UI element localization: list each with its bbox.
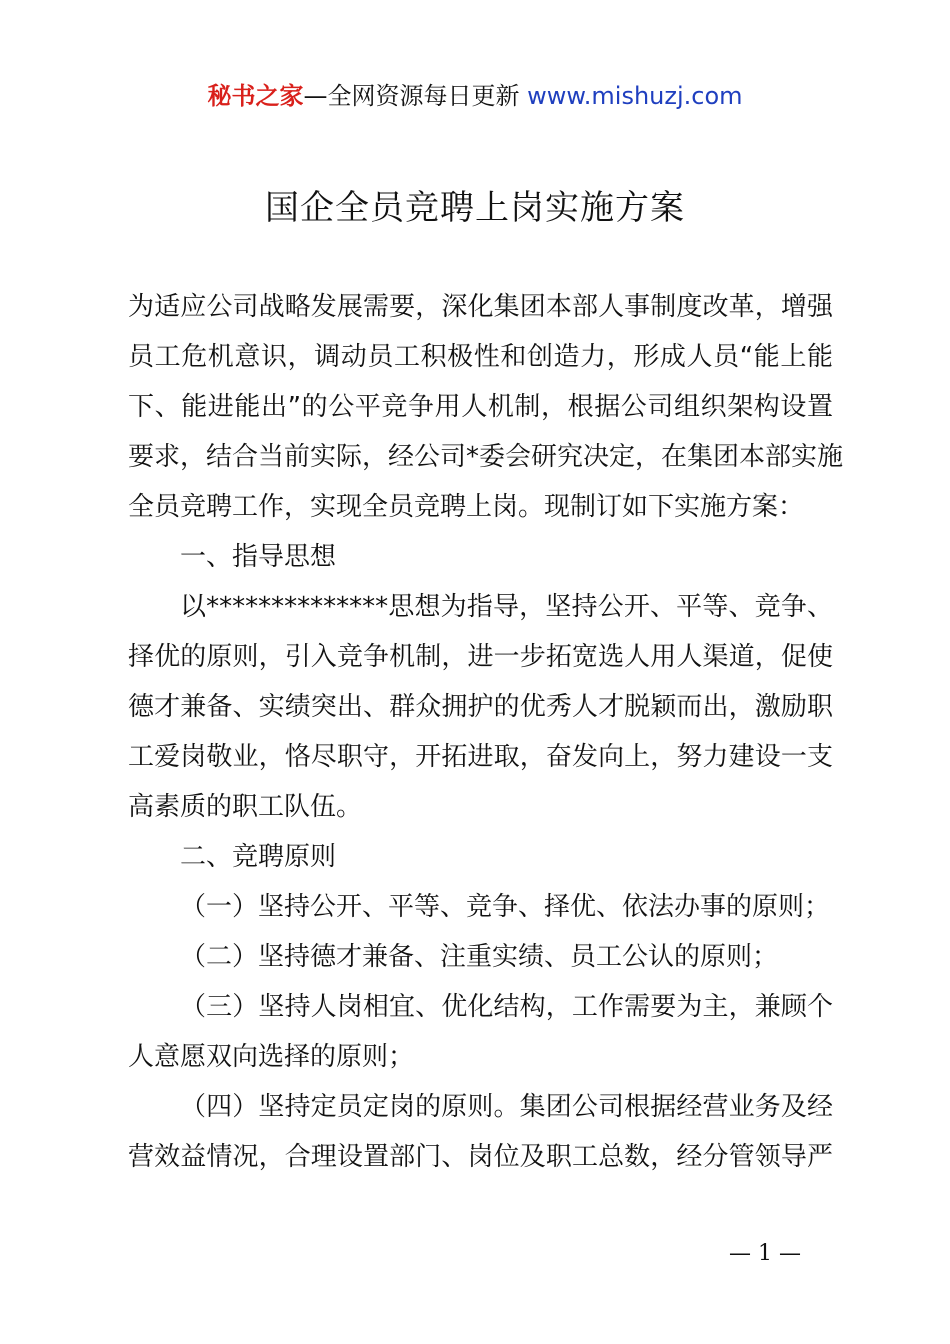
section1-line: 高素质的职工队伍。 <box>128 792 363 822</box>
section1-line: 工爱岗敬业，恪尽职守，开拓进取，奋发向上，努力建设一支 <box>128 742 833 772</box>
section1-line: 择优的原则，引入竞争机制，进一步拓宽选人用人渠道，促使 <box>128 642 833 672</box>
section1-line: 以**************思想为指导，坚持公开、平等、竞争、 <box>180 592 833 622</box>
intro-line: 为适应公司战略发展需要，深化集团本部人事制度改革，增强 <box>128 292 833 322</box>
principle-item-2: （二）坚持德才兼备、注重实绩、员工公认的原则； <box>180 942 779 972</box>
site-header <box>0 80 950 112</box>
section1-line: 德才兼备、实绩突出、群众拥护的优秀人才脱颖而出，激励职 <box>128 692 833 722</box>
principle-item-1: （一）坚持公开、平等、竞争、择优、依法办事的原则； <box>180 892 831 922</box>
document-body <box>128 282 844 1182</box>
principle-item-3-line: （三）坚持人岗相宜、优化结构，工作需要为主，兼顾个 <box>180 992 833 1022</box>
section-heading-guiding-thought: 一、指导思想 <box>180 542 337 572</box>
section-heading-principles: 二、竞聘原则 <box>180 842 337 872</box>
principle-item-4-line: 营效益情况，合理设置部门、岗位及职工总数，经分管领导严 <box>128 1142 833 1172</box>
site-brand: 秘书之家 <box>207 82 304 110</box>
principle-item-4-line: （四）坚持定员定岗的原则。集团公司根据经营业务及经 <box>180 1092 833 1122</box>
site-tagline: —全网资源每日更新 <box>303 82 528 110</box>
intro-line: 员工危机意识，调动员工积极性和创造力，形成人员“能上能 <box>128 342 833 372</box>
intro-line: 下、能进能出”的公平竞争用人机制，根据公司组织架构设置 <box>128 392 833 422</box>
intro-line: 要求，结合当前实际，经公司*委会研究决定，在集团本部实施 <box>128 442 844 472</box>
site-url-link[interactable]: www.mishuzj.com <box>527 82 743 110</box>
page-number: — 1 — <box>729 1241 801 1266</box>
intro-line: 全员竞聘工作，实现全员竞聘上岗。现制订如下实施方案： <box>128 492 805 522</box>
document-title: 国企全员竞聘上岗实施方案 <box>265 188 685 228</box>
principle-item-3-line: 人意愿双向选择的原则； <box>128 1042 415 1072</box>
